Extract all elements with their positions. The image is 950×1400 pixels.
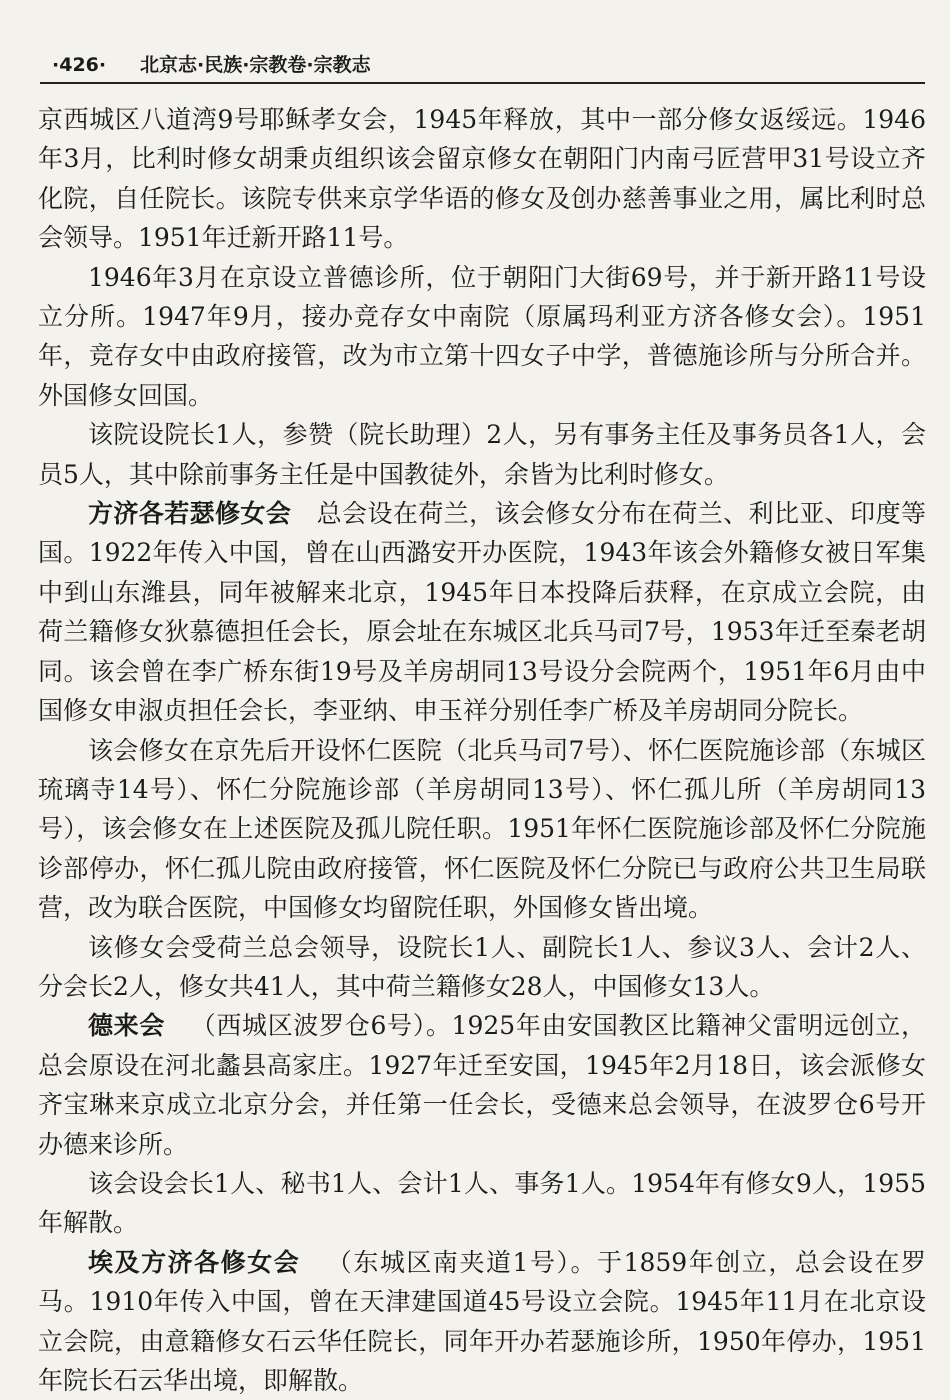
section-heading-fangjige-ruose: 方济各若瑟修女会: [88, 499, 292, 529]
paragraph-4: [38, 494, 926, 730]
paragraph-1: [38, 100, 926, 258]
header-rule: [40, 82, 925, 84]
body-text: [38, 100, 926, 1400]
paragraph-text: 该修女会受荷兰总会领导，设院长1人、副院长1人、参议3人、会计2人、分会长2人，修女共41人，其中荷兰籍修女28人，中国修女13人。: [38, 932, 926, 1001]
paragraph-3: [38, 415, 926, 494]
paragraph-text: （东城区南夹道1号）。于1859年创立，总会设在罗马。1910年传入中国，曾在天津建国道45号设立会院。1945年11月在北京设立会院，由意籍修女石云华任院长，同年开办若瑟施诊所，1950年停办，1951年院长石云华出境，即解散。: [38, 1247, 926, 1395]
paragraph-text: 该会修女在京先后开设怀仁医院（北兵马司7号）、怀仁医院施诊部（东城区琉璃寺14号）、怀仁分院施诊部（羊房胡同13号）、怀仁孤儿所（羊房胡同13号），该会修女在上述医院及孤儿院任职。1951年怀仁医院施诊部及怀仁分院施诊部停办，怀仁孤儿院由政府接管，怀仁医院及怀仁分院已与政府公共卫生局联营，改为联合医院，中国修女均留院任职，外国修女皆出境。: [38, 735, 926, 923]
paragraph-text: 京西城区八道湾9号耶稣孝女会，1945年释放，其中一部分修女返绥远。1946年3月，比利时修女胡秉贞组织该会留京修女在朝阳门内南弓匠营甲31号设立齐化院，自任院长。该院专供来京学华语的修女及创办慈善事业之用，属比利时总会领导。1951年迁新开路11号。: [38, 105, 926, 253]
paragraph-text: 该会设会长1人、秘书1人、会计1人、事务1人。1954年有修女9人，1955年解散。: [38, 1168, 926, 1238]
paragraph-8: [38, 1164, 926, 1243]
paragraph-5: [38, 731, 926, 928]
paragraph-text: 该院设院长1人，参赞（院长助理）2人，另有事务主任及事务员各1人，会员5人，其中除前事务主任是中国教徒外，余皆为比利时修女。: [38, 420, 926, 489]
paragraph-text: 1946年3月在京设立普德诊所，位于朝阳门大街69号，并于新开路11号设立分所。1947年9月，接办竞存女中南院（原属玛利亚方济各修女会）。1951年，竞存女中由政府接管，改为市立第十四女子中学，普德施诊所与分所合并。外国修女回国。: [38, 262, 926, 410]
paragraph-6: [38, 928, 926, 1007]
paragraph-text: 总会设在荷兰，该会修女分布在荷兰、利比亚、印度等国。1922年传入中国，曾在山西潞安开办医院，1943年该会外籍修女被日军集中到山东潍县，同年被解来北京，1945年日本投降后获释，在京成立会院，由荷兰籍修女狄慕德担任会长，原会址在东城区北兵马司7号，1953年迁至秦老胡同。该会曾在李广桥东街19号及羊房胡同13号设分会院两个，1951年6月由中国修女申淑贞担任会长，李亚纳、申玉祥分别任李广桥及羊房胡同分院长。: [38, 499, 926, 726]
paragraph-2: [38, 258, 926, 416]
page-number: ·426·: [52, 54, 107, 76]
paragraph-text: （西城区波罗仓6号）。1925年由安国教区比籍神父雷明远创立，总会原设在河北蠡县高家庄。1927年迁至安国，1945年2月18日，该会派修女齐宝琳来京成立北京分会，并任第一任会长，受德来总会领导，在波罗仓6号开办德来诊所。: [38, 1011, 926, 1159]
page-header: [40, 50, 920, 80]
paragraph-9: [38, 1243, 926, 1400]
running-title: 北京志·民族·宗教卷·宗教志: [140, 54, 371, 76]
section-heading-aiji-fangjige: 埃及方济各修女会: [88, 1247, 301, 1277]
section-heading-delai: 德来会: [88, 1011, 166, 1041]
paragraph-7: [38, 1006, 926, 1164]
